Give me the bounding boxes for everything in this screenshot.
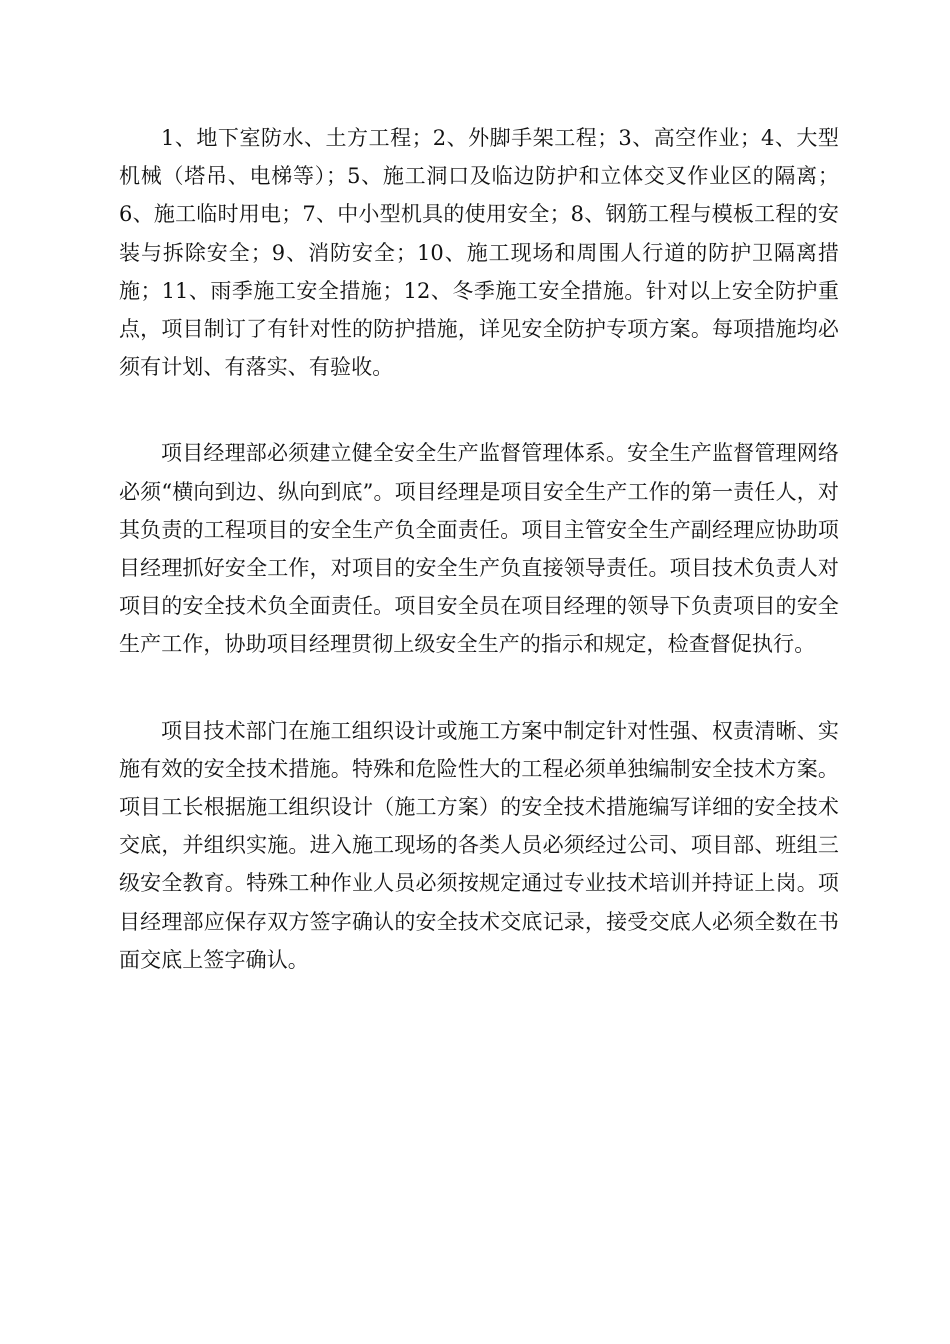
paragraph-safety-technical-measures: 项目技术部门在施工组织设计或施工方案中制定针对性强、权责清晰、实施有效的安全技术措施。特殊和危险性大的工程必须单独编制安全技术方案。项目工长根据施工组织设计（施工方案）的安全技术措施编写详细的安全技术交底，并组织实施。进入施工现场的各类人员必须经过公司、项目部、班组三级安全教育。特殊工种作业人员必须按规定通过专业技术培训并持证上岗。项目经理部应保存双方签字确认的安全技术交底记录，接受交底人必须全数在书面交底上签字确认。 [119,718,839,972]
paragraph-safety-priorities: 1、地下室防水、土方工程；2、外脚手架工程；3、高空作业；4、大型机械（塔吊、电梯等）；5、施工洞口及临边防护和立体交叉作业区的隔离；6、施工临时用电；7、中小型机具的使用安全；8、钢筋工程与模板工程的安装与拆除安全；9、消防安全；10、施工现场和周围人行道的防护卫隔离措施；11、雨季施工安全措施；12、冬季施工安全措施。针对以上安全防护重点，项目制订了有针对性的防护措施，详见安全防护专项方案。每项措施均必须有计划、有落实、有验收。 [119,126,839,380]
document-body [119,119,839,979]
paragraph-safety-management-system: 项目经理部必须建立健全安全生产监督管理体系。安全生产监督管理网络必须“横向到边、纵向到底”。项目经理是项目安全生产工作的第一责任人，对其负责的工程项目的安全生产负全面责任。项目主管安全生产副经理应协助项目经理抓好安全工作，对项目的安全生产负直接领导责任。项目技术负责人对项目的安全技术负全面责任。项目安全员在项目经理的领导下负责项目的安全生产工作，协助项目经理贯彻上级安全生产的指示和规定，检查督促执行。 [119,441,839,657]
